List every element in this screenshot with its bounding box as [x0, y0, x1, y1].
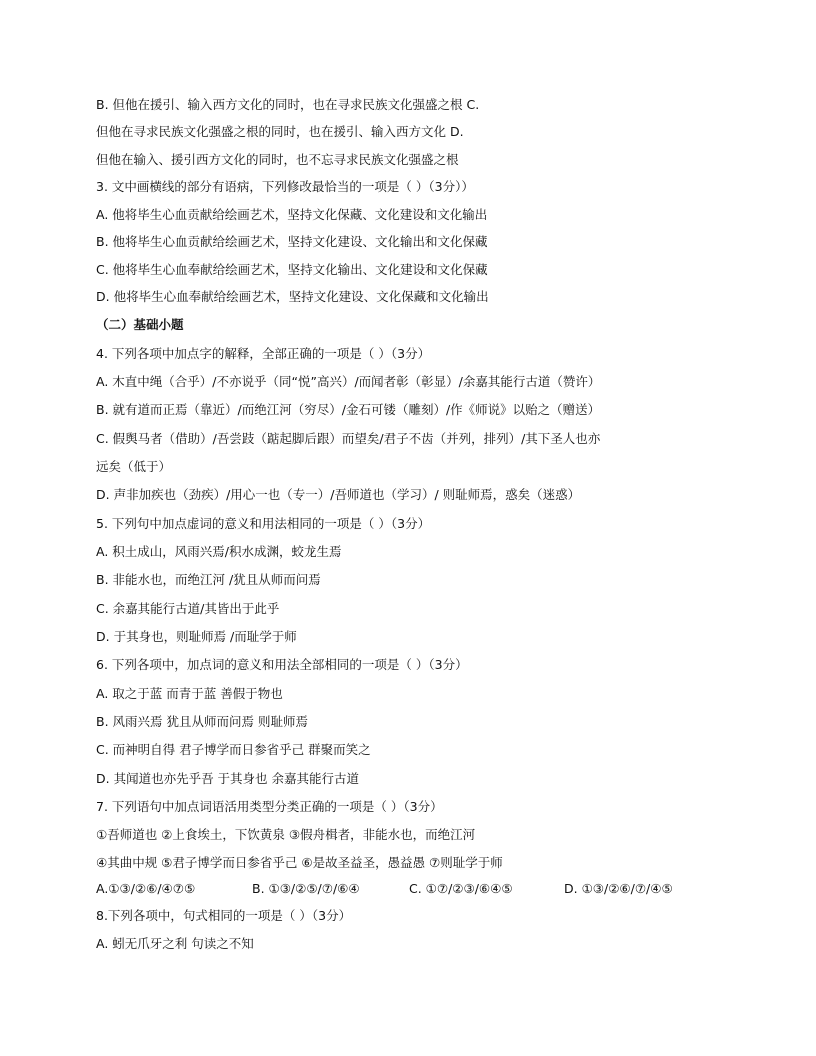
- q6-option-c: C. 而神明自得 君子博学而日参省乎己 群聚而笑之: [96, 742, 371, 757]
- q6-option-d: D. 其闻道也亦先乎吾 于其身也 余嘉其能行古道: [96, 771, 360, 786]
- q7-option-d: D. ①③/②⑥/⑦/④⑤: [564, 881, 673, 896]
- section-heading: （二）基础小题: [96, 317, 184, 332]
- question-7-stem: 7. 下列语句中加点词语活用类型分类正确的一项是（ ）（3分）: [96, 799, 443, 814]
- q4-option-b: B. 就有道而正焉（靠近）/而绝江河（穷尽）/金石可镂（雕刻）/作《师说》以贻之（赠送）: [96, 402, 601, 417]
- q6-option-b: B. 风雨兴焉 犹且从师而问焉 则耻师焉: [96, 714, 308, 729]
- question-6-stem: 6. 下列各项中，加点词的意义和用法全部相同的一项是（ ）（3分）: [96, 657, 468, 672]
- option-d-line-q2: 但他在输入、援引西方文化的同时，也不忘寻求民族文化强盛之根: [96, 152, 459, 167]
- q7-options-row: [96, 881, 716, 897]
- q4-option-a: A. 木直中绳（合乎）/不亦说乎（同“悦”高兴）/而闻者彰（彰显）/余嘉其能行古道（赞许）: [96, 374, 601, 389]
- q4-option-c: C. 假舆马者（借助）/吾尝跂（踮起脚后跟）而望矣/君子不齿（并列，排列）/其下圣人也亦: [96, 431, 601, 446]
- q5-option-b: B. 非能水也，而绝江河 /犹且从师而问焉: [96, 572, 321, 587]
- question-3-stem: 3. 文中画横线的部分有语病，下列修改最恰当的一项是（ ）（3分））: [96, 179, 474, 194]
- q7-option-c: C. ①⑦/②③/⑥④⑤: [409, 881, 513, 896]
- q5-option-a: A. 积土成山，风雨兴焉/积水成渊，蛟龙生焉: [96, 544, 342, 559]
- q3-option-c: C. 他将毕生心血奉献给绘画艺术，坚持文化输出、文化建设和文化保藏: [96, 262, 488, 277]
- option-b-line-q2: B. 但他在援引、输入西方文化的同时，也在寻求民族文化强盛之根 C.: [96, 97, 480, 112]
- question-5-stem: 5. 下列句中加点虚词的意义和用法相同的一项是（ ）（3分）: [96, 516, 431, 531]
- q3-option-a: A. 他将毕生心血贡献给绘画艺术，坚持文化保藏、文化建设和文化输出: [96, 207, 488, 222]
- question-8-stem: 8.下列各项中，句式相同的一项是（ ）（3分）: [96, 908, 352, 923]
- q4-option-c-cont: 远矣（低于）: [96, 459, 172, 474]
- q8-option-a: A. 蚓无爪牙之利 句读之不知: [96, 936, 254, 951]
- q7-items-line-2: ④其曲中规 ⑤君子博学而日参省乎己 ⑥是故圣益圣，愚益愚 ⑦则耻学于师: [96, 855, 503, 870]
- option-c-line-q2: 但他在寻求民族文化强盛之根的同时，也在援引、输入西方文化 D.: [96, 124, 464, 139]
- q5-option-d: D. 于其身也，则耻师焉 /而耻学于师: [96, 629, 297, 644]
- q4-option-d: D. 声非加疾也（劲疾）/用心一也（专一）/吾师道也（学习）/ 则耻师焉，惑矣（迷惑）: [96, 487, 581, 502]
- question-4-stem: 4. 下列各项中加点字的解释，全部正确的一项是（ ）（3分）: [96, 346, 431, 361]
- q7-option-b: B. ①③/②⑤/⑦/⑥④: [252, 881, 360, 896]
- q7-items-line-1: ①吾师道也 ②上食埃土，下饮黄泉 ③假舟楫者，非能水也，而绝江河: [96, 827, 476, 842]
- q5-option-c: C. 余嘉其能行古道/其皆出于此乎: [96, 601, 280, 616]
- q3-option-d: D. 他将毕生心血奉献给绘画艺术，坚持文化建设、文化保藏和文化输出: [96, 289, 489, 304]
- q7-option-a: A.①③/②⑥/④⑦⑤: [96, 881, 196, 896]
- q6-option-a: A. 取之于蓝 而青于蓝 善假于物也: [96, 686, 283, 701]
- q3-option-b: B. 他将毕生心血贡献给绘画艺术，坚持文化建设、文化输出和文化保藏: [96, 234, 488, 249]
